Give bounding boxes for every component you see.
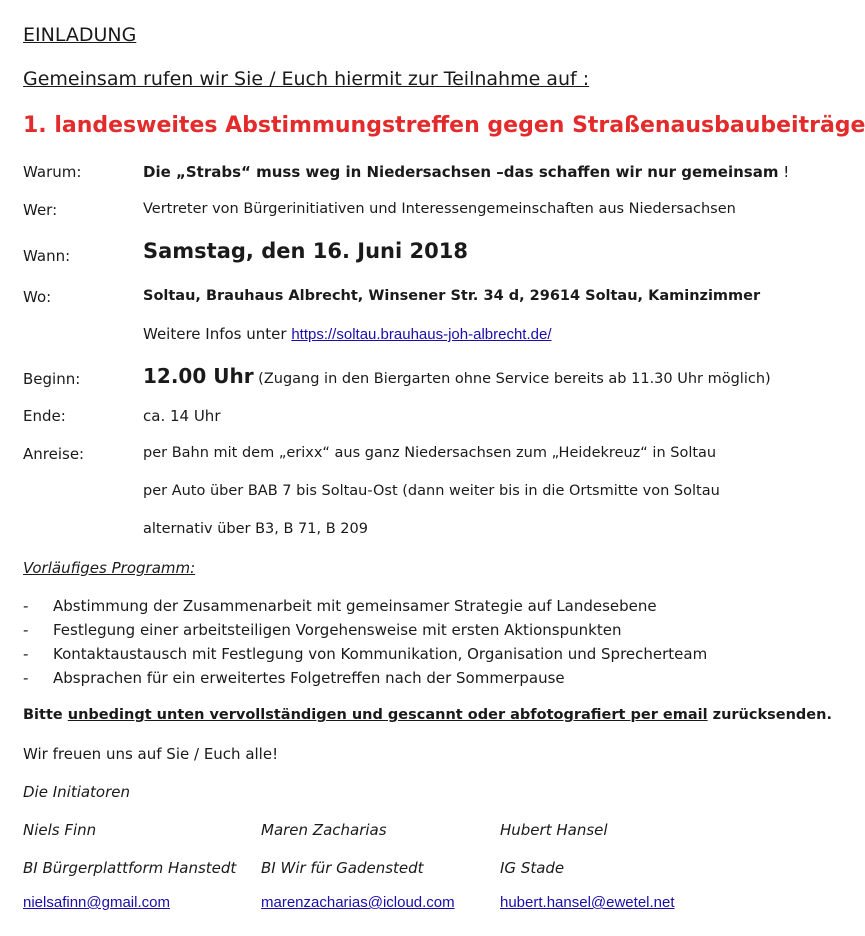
request-part3: zurücksenden.	[707, 707, 832, 723]
list-bullet: -	[23, 669, 29, 687]
warum-value-tail: !	[778, 163, 790, 181]
list-item: Absprachen für ein erweitertes Folgetreffen nach der Sommerpause	[53, 669, 565, 687]
initiator-name: Maren Zacharias	[261, 821, 387, 839]
initiator-org: IG Stade	[500, 859, 565, 877]
warum-label: Warum:	[23, 163, 82, 181]
anreise-line: alternativ über B3, B 71, B 209	[143, 521, 368, 537]
initiator-name: Niels Finn	[23, 821, 97, 839]
return-request	[23, 707, 832, 723]
wer-value: Vertreter von Bürgerinitiativen und Interessengemeinschaften aus Niedersachsen	[143, 201, 736, 217]
document-title: EINLADUNG	[23, 24, 137, 46]
beginn-note: (Zugang in den Biergarten ohne Service bereits ab 11.30 Uhr möglich)	[253, 371, 771, 387]
warum-value-bold: Die „Strabs“ muss weg in Niedersachsen –das schaffen wir nur gemeinsam	[143, 163, 779, 181]
ende-label: Ende:	[23, 407, 66, 425]
list-bullet: -	[23, 621, 29, 639]
list-item: Kontaktaustausch mit Festlegung von Kommunikation, Organisation und Sprecherteam	[53, 645, 708, 663]
initiators-label: Die Initiatoren	[23, 783, 131, 801]
program-heading: Vorläufiges Programm:	[23, 559, 196, 577]
initiator-org: BI Bürgerplattform Hanstedt	[23, 859, 237, 877]
list-item: Festlegung einer arbeitsteiligen Vorgehensweise mit ersten Aktionspunkten	[53, 621, 622, 639]
initiator-org: BI Wir für Gadenstedt	[261, 859, 424, 877]
initiator-email-link[interactable]: nielsafinn@gmail.com	[23, 894, 170, 911]
event-headline: 1. landesweites Abstimmungstreffen gegen Straßenausbaubeiträge	[23, 113, 865, 138]
request-part2: unbedingt unten vervollständigen und gescannt oder abfotografiert per email	[67, 707, 708, 723]
initiator-name: Hubert Hansel	[500, 821, 608, 839]
list-bullet: -	[23, 645, 29, 663]
initiator-email-link[interactable]: marenzacharias@icloud.com	[261, 894, 455, 911]
wo-value: Soltau, Brauhaus Albrecht, Winsener Str. 34 d, 29614 Soltau, Kaminzimmer	[143, 288, 761, 304]
anreise-label: Anreise:	[23, 445, 85, 463]
anreise-line: per Bahn mit dem „erixx“ aus ganz Niedersachsen zum „Heidekreuz“ in Soltau	[143, 445, 717, 461]
beginn-time: 12.00 Uhr	[143, 364, 254, 388]
warum-value	[143, 163, 789, 181]
wer-label: Wer:	[23, 201, 58, 219]
list-bullet: -	[23, 597, 29, 615]
venue-link[interactable]: https://soltau.brauhaus-joh-albrecht.de/	[291, 326, 552, 343]
request-part1: Bitte	[23, 707, 68, 723]
list-item: Abstimmung der Zusammenarbeit mit gemeinsamer Strategie auf Landesebene	[53, 597, 657, 615]
wann-label: Wann:	[23, 247, 71, 265]
wo-info-prefix: Weitere Infos unter	[143, 325, 292, 343]
wo-info	[143, 325, 551, 343]
wann-value: Samstag, den 16. Juni 2018	[143, 239, 468, 263]
ende-value: ca. 14 Uhr	[143, 407, 221, 425]
anreise-line: per Auto über BAB 7 bis Soltau-Ost (dann weiter bis in die Ortsmitte von Soltau	[143, 483, 720, 499]
closing-line: Wir freuen uns auf Sie / Euch alle!	[23, 745, 279, 763]
wo-label: Wo:	[23, 288, 52, 306]
beginn-label: Beginn:	[23, 370, 81, 388]
initiator-email-link[interactable]: hubert.hansel@ewetel.net	[500, 894, 675, 911]
intro-line: Gemeinsam rufen wir Sie / Euch hiermit zur Teilnahme auf :	[23, 68, 590, 90]
beginn-value	[143, 364, 771, 388]
